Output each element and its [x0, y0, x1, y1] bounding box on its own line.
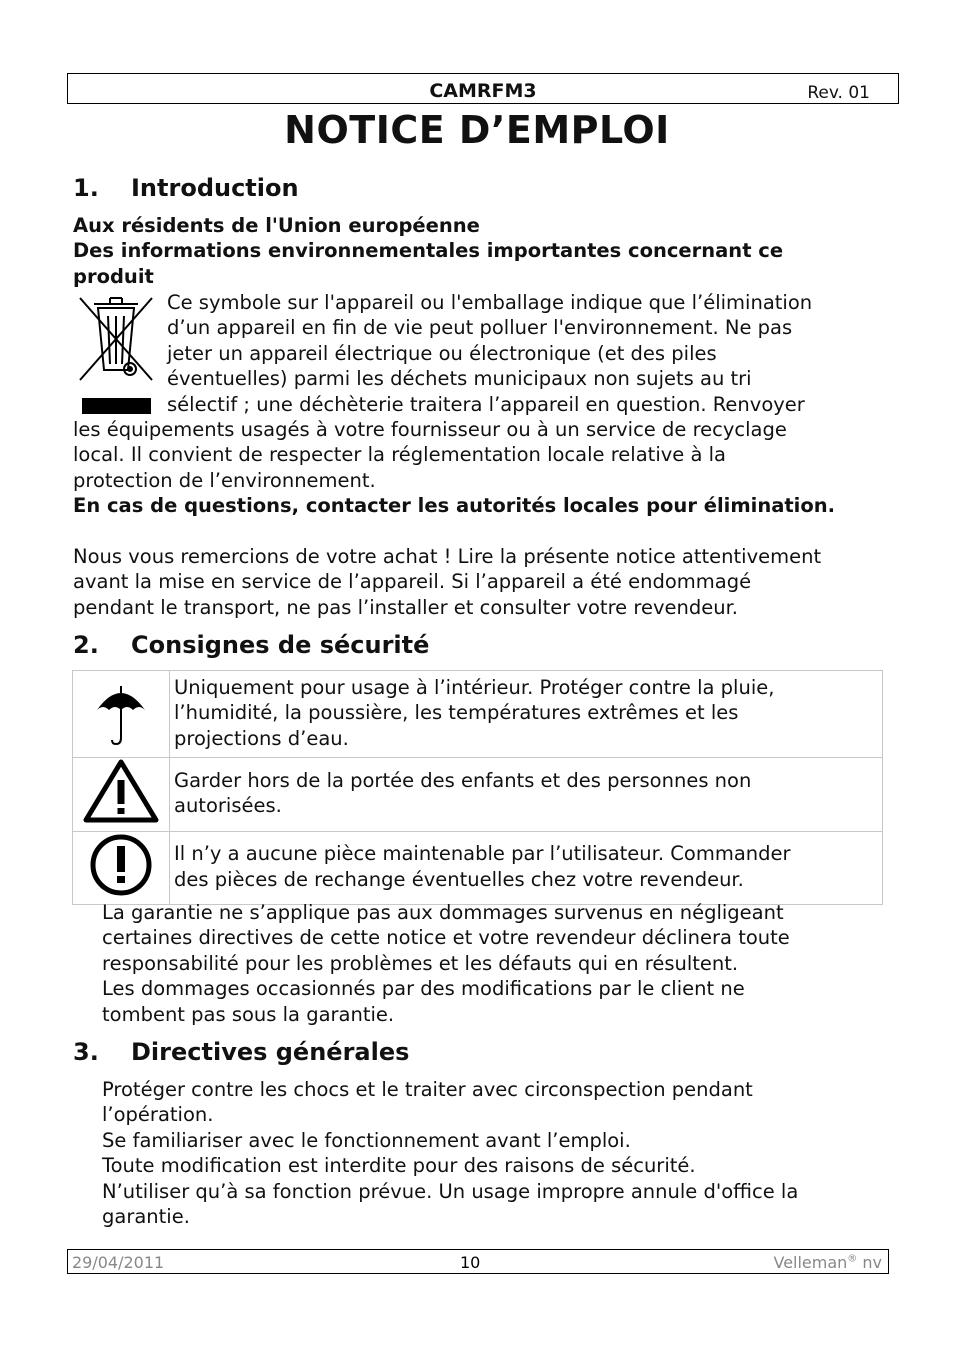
section-title: Directives générales — [131, 1038, 410, 1066]
text-line: l’humidité, la poussière, les températures extrêmes et les — [174, 701, 739, 725]
section-heading-safety — [73, 631, 429, 659]
text-line: Des informations environnementales importantes concernant ce — [73, 239, 784, 263]
text-line: produit — [73, 264, 154, 288]
eu-notice-heading — [73, 213, 893, 289]
section-number: 3. — [73, 1038, 99, 1066]
warning-triangle-icon — [83, 758, 159, 824]
section-heading-introduction — [73, 174, 299, 202]
text-line: Toute modification est interdite pour des raisons de sécurité. — [102, 1154, 696, 1178]
safety-text — [170, 671, 883, 758]
text-line: sélectif ; une déchèterie traitera l’appareil en question. Renvoyer — [167, 392, 805, 416]
text-line: Uniquement pour usage à l’intérieur. Protéger contre la pluie, — [174, 676, 775, 699]
text-line: Se familiariser avec le fonctionnement avant l’emploi. — [102, 1128, 631, 1152]
text-line: Les dommages occasionnés par des modifications par le client ne — [102, 977, 745, 1001]
text-line: Garder hors de la portée des enfants et des personnes non — [174, 769, 752, 793]
umbrella-icon — [91, 676, 151, 746]
text-line: des pièces de rechange éventuelles chez votre revendeur. — [174, 867, 744, 891]
text-line: avant la mise en service de l’appareil. Si l’appareil a été endommagé — [73, 570, 752, 594]
text-line: tombent pas sous la garantie. — [102, 1002, 395, 1026]
text-line: jeter un appareil électrique ou électronique (et des piles — [167, 341, 717, 365]
icon-cell — [73, 758, 170, 831]
text-line: autorisées. — [174, 794, 282, 818]
text-line: les équipements usagés à votre fournisseur ou à un service de recyclage — [73, 418, 787, 441]
safety-table — [72, 670, 883, 905]
text-line: Protéger contre les chocs et le traiter avec circonspection pendant — [102, 1078, 753, 1101]
text-line: La garantie ne s’applique pas aux dommages survenus en négligeant — [102, 901, 784, 924]
section-title: Consignes de sécurité — [131, 631, 430, 659]
section-number: 2. — [73, 631, 99, 659]
weee-text-continued — [73, 417, 893, 519]
warranty-paragraph — [102, 900, 892, 1027]
brand-suffix: nv — [857, 1253, 882, 1272]
revision-label: Rev. 01 — [807, 83, 870, 103]
contact-authorities-line: En cas de questions, contacter les autorités locales pour élimination. — [73, 494, 836, 518]
text-line: local. Il convient de respecter la réglementation locale relative à la — [73, 443, 726, 467]
text-line: l’opération. — [102, 1103, 214, 1127]
safety-row — [73, 671, 883, 758]
footer-date: 29/04/2011 — [72, 1253, 165, 1272]
text-line: Aux résidents de l'Union européenne — [73, 214, 480, 237]
icon-cell — [73, 831, 170, 904]
section-number: 1. — [73, 174, 99, 202]
text-line: garantie. — [102, 1205, 190, 1229]
registered-mark: ® — [847, 1253, 858, 1265]
safety-row — [73, 758, 883, 831]
page-number: 10 — [460, 1253, 481, 1272]
text-line: d’un appareil en fin de vie peut polluer l'environnement. Ne pas — [167, 316, 793, 340]
icon-cell — [73, 671, 170, 758]
safety-text — [170, 758, 883, 831]
section-title: Introduction — [131, 174, 299, 202]
text-line: Ce symbole sur l'appareil ou l'emballage indique que l’élimination — [167, 291, 813, 314]
text-line: certaines directives de cette notice et votre revendeur déclinera toute — [102, 926, 790, 950]
model-number: CAMRFM3 — [429, 80, 537, 102]
text-line: Il n’y a aucune pièce maintenable par l’utilisateur. Commander — [174, 842, 791, 866]
text-line: responsabilité pour les problèmes et les défauts qui en résultent. — [102, 951, 739, 975]
text-line: projections d’eau. — [174, 726, 349, 750]
document-footer — [67, 1249, 889, 1274]
exclamation-circle-icon — [88, 832, 154, 898]
safety-text — [170, 831, 883, 904]
text-line: Nous vous remercions de votre achat ! Lire la présente notice attentivement — [73, 545, 822, 568]
text-line: N’utiliser qu’à sa fonction prévue. Un usage impropre annule d'office la — [102, 1179, 799, 1203]
thanks-paragraph — [73, 544, 893, 620]
weee-bin-icon — [76, 294, 156, 416]
safety-row — [73, 831, 883, 904]
weee-text — [167, 290, 887, 417]
brand-name: Velleman — [773, 1253, 848, 1272]
text-line: éventuelles) parmi les déchets municipaux non sujets au tri — [167, 367, 752, 391]
document-title: NOTICE D’EMPLOI — [284, 108, 670, 152]
general-guidelines — [102, 1077, 892, 1229]
footer-brand — [773, 1253, 882, 1272]
text-line: pendant le transport, ne pas l’installer et consulter votre revendeur. — [73, 595, 738, 619]
document-header — [67, 73, 899, 104]
section-heading-general — [73, 1038, 409, 1066]
text-line: protection de l’environnement. — [73, 468, 376, 492]
